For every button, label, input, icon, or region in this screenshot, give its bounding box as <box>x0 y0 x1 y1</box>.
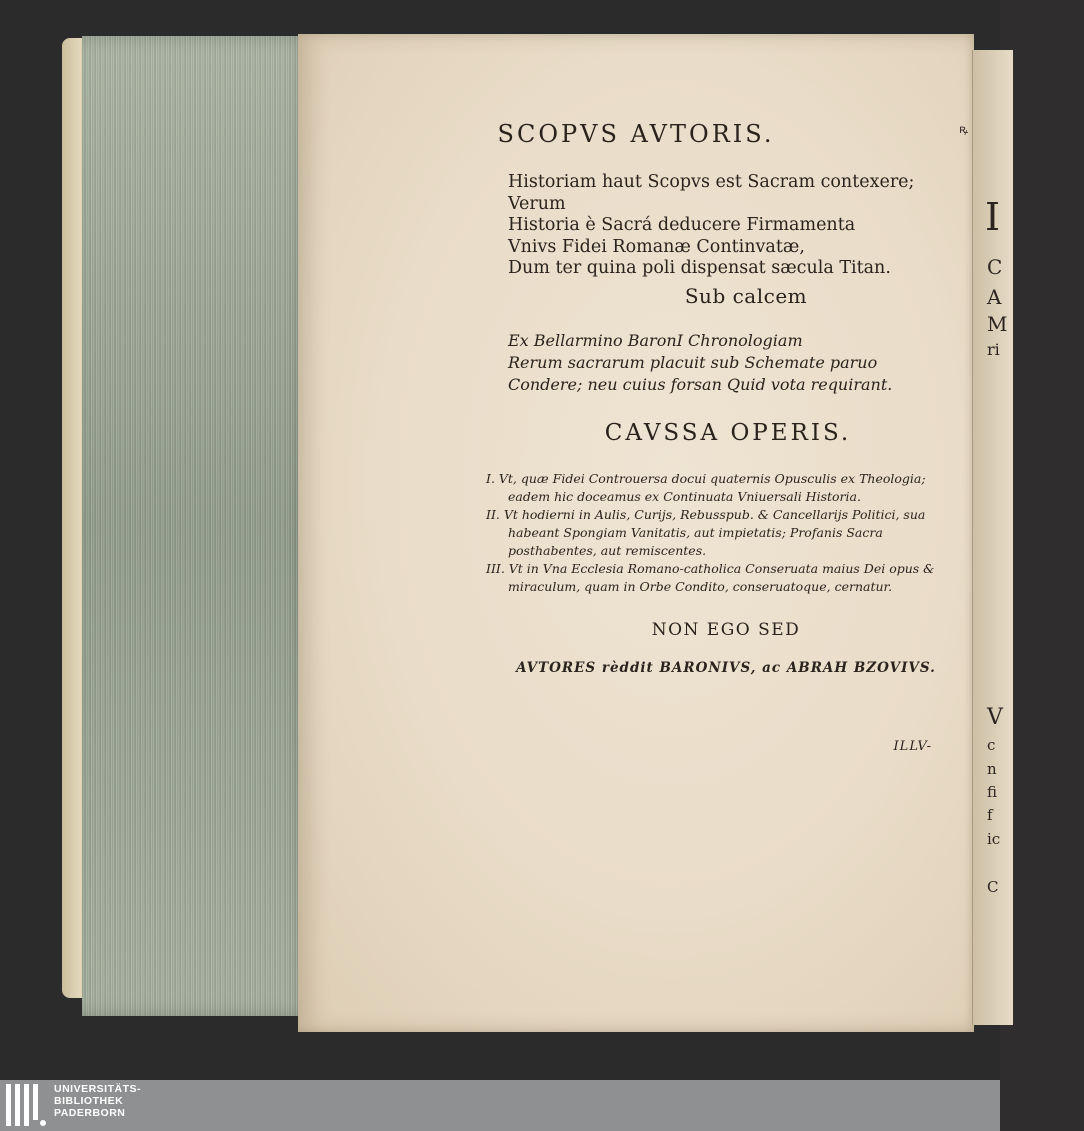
library-logo-text <box>54 1083 141 1119</box>
next-page-fragment: M <box>987 312 1008 336</box>
next-page-fragment: ri <box>987 340 1000 359</box>
next-page-fragment: V <box>987 705 1003 730</box>
next-page-edge <box>972 50 1013 1025</box>
verse-line: Historia è Sacrá deducere Firmamenta <box>508 215 856 235</box>
closing-line-1: NON EGO SED <box>651 620 801 640</box>
library-name-line: BIBLIOTHEK <box>54 1095 124 1107</box>
library-logo-icon <box>6 1084 46 1126</box>
next-page-fragment: c <box>987 736 996 754</box>
page-mark: ꝶ <box>958 122 968 136</box>
verse-line: Dum ter quina poli dispensat sæcula Titan. <box>508 258 891 278</box>
subheading: Sub calcem <box>684 284 808 308</box>
library-name-line: PADERBORN <box>54 1107 126 1119</box>
sub-verse-block <box>508 330 892 396</box>
book-page <box>298 34 974 1032</box>
reason-item: II. Vt hodierni in Aulis, Curijs, Rebusspub. & Cancellarijs Politici, sua habeant Spongiam Vanitatis, aut impietatis; Profanis Sacra posthabentes, aut remiscentes. <box>486 507 926 558</box>
next-page-fragment: n <box>987 760 997 778</box>
heading-scopus: SCOPVS AVTORIS. <box>497 120 775 148</box>
next-page-fragment: ic <box>987 830 1001 848</box>
verse-line: Vnivs Fidei Romanæ Continvatæ, <box>508 236 805 257</box>
next-page-fragment: A <box>987 285 1002 309</box>
sub-verse-line: Rerum sacrarum placuit sub Schemate paruo <box>508 353 878 372</box>
next-page-fragment: f <box>987 806 993 824</box>
heading-caussa: CAVSSA OPERIS. <box>604 420 852 446</box>
verse-block <box>508 172 974 280</box>
catchword: ILLV- <box>893 739 932 754</box>
closing-line-2: AVTORES rèddit BARONIVS, ac ABRAH BZOVIVS. <box>516 660 936 676</box>
reasons-list <box>486 470 962 596</box>
next-page-fragment: I <box>985 195 1001 239</box>
library-footer-bar <box>0 1080 1000 1131</box>
reason-item: I. Vt, quæ Fidei Controuersa docui quaternis Opusculis ex Theologia; eadem hic doceamus ex Continuata Vniuersali Historia. <box>486 471 926 504</box>
library-name-line: UNIVERSITÄTS- <box>54 1083 142 1095</box>
next-page-fragment: fi <box>987 783 998 801</box>
verse-line: Historiam haut Scopvs est Sacram contexere; Verum <box>508 172 915 214</box>
next-page-fragment: C <box>987 878 999 896</box>
sub-verse-line: Ex Bellarmino BaronI Chronologiam <box>508 331 803 350</box>
reason-item: III. Vt in Vna Ecclesia Romano-catholica Conseruata maius Dei opus & miraculum, quam in Orbe Condito, conseruatoque, cernatur. <box>486 561 935 594</box>
sub-verse-line: Condere; neu cuius forsan Quid vota requirant. <box>508 375 893 394</box>
next-page-fragment: C <box>987 255 1003 279</box>
book-page-block <box>82 36 312 1016</box>
